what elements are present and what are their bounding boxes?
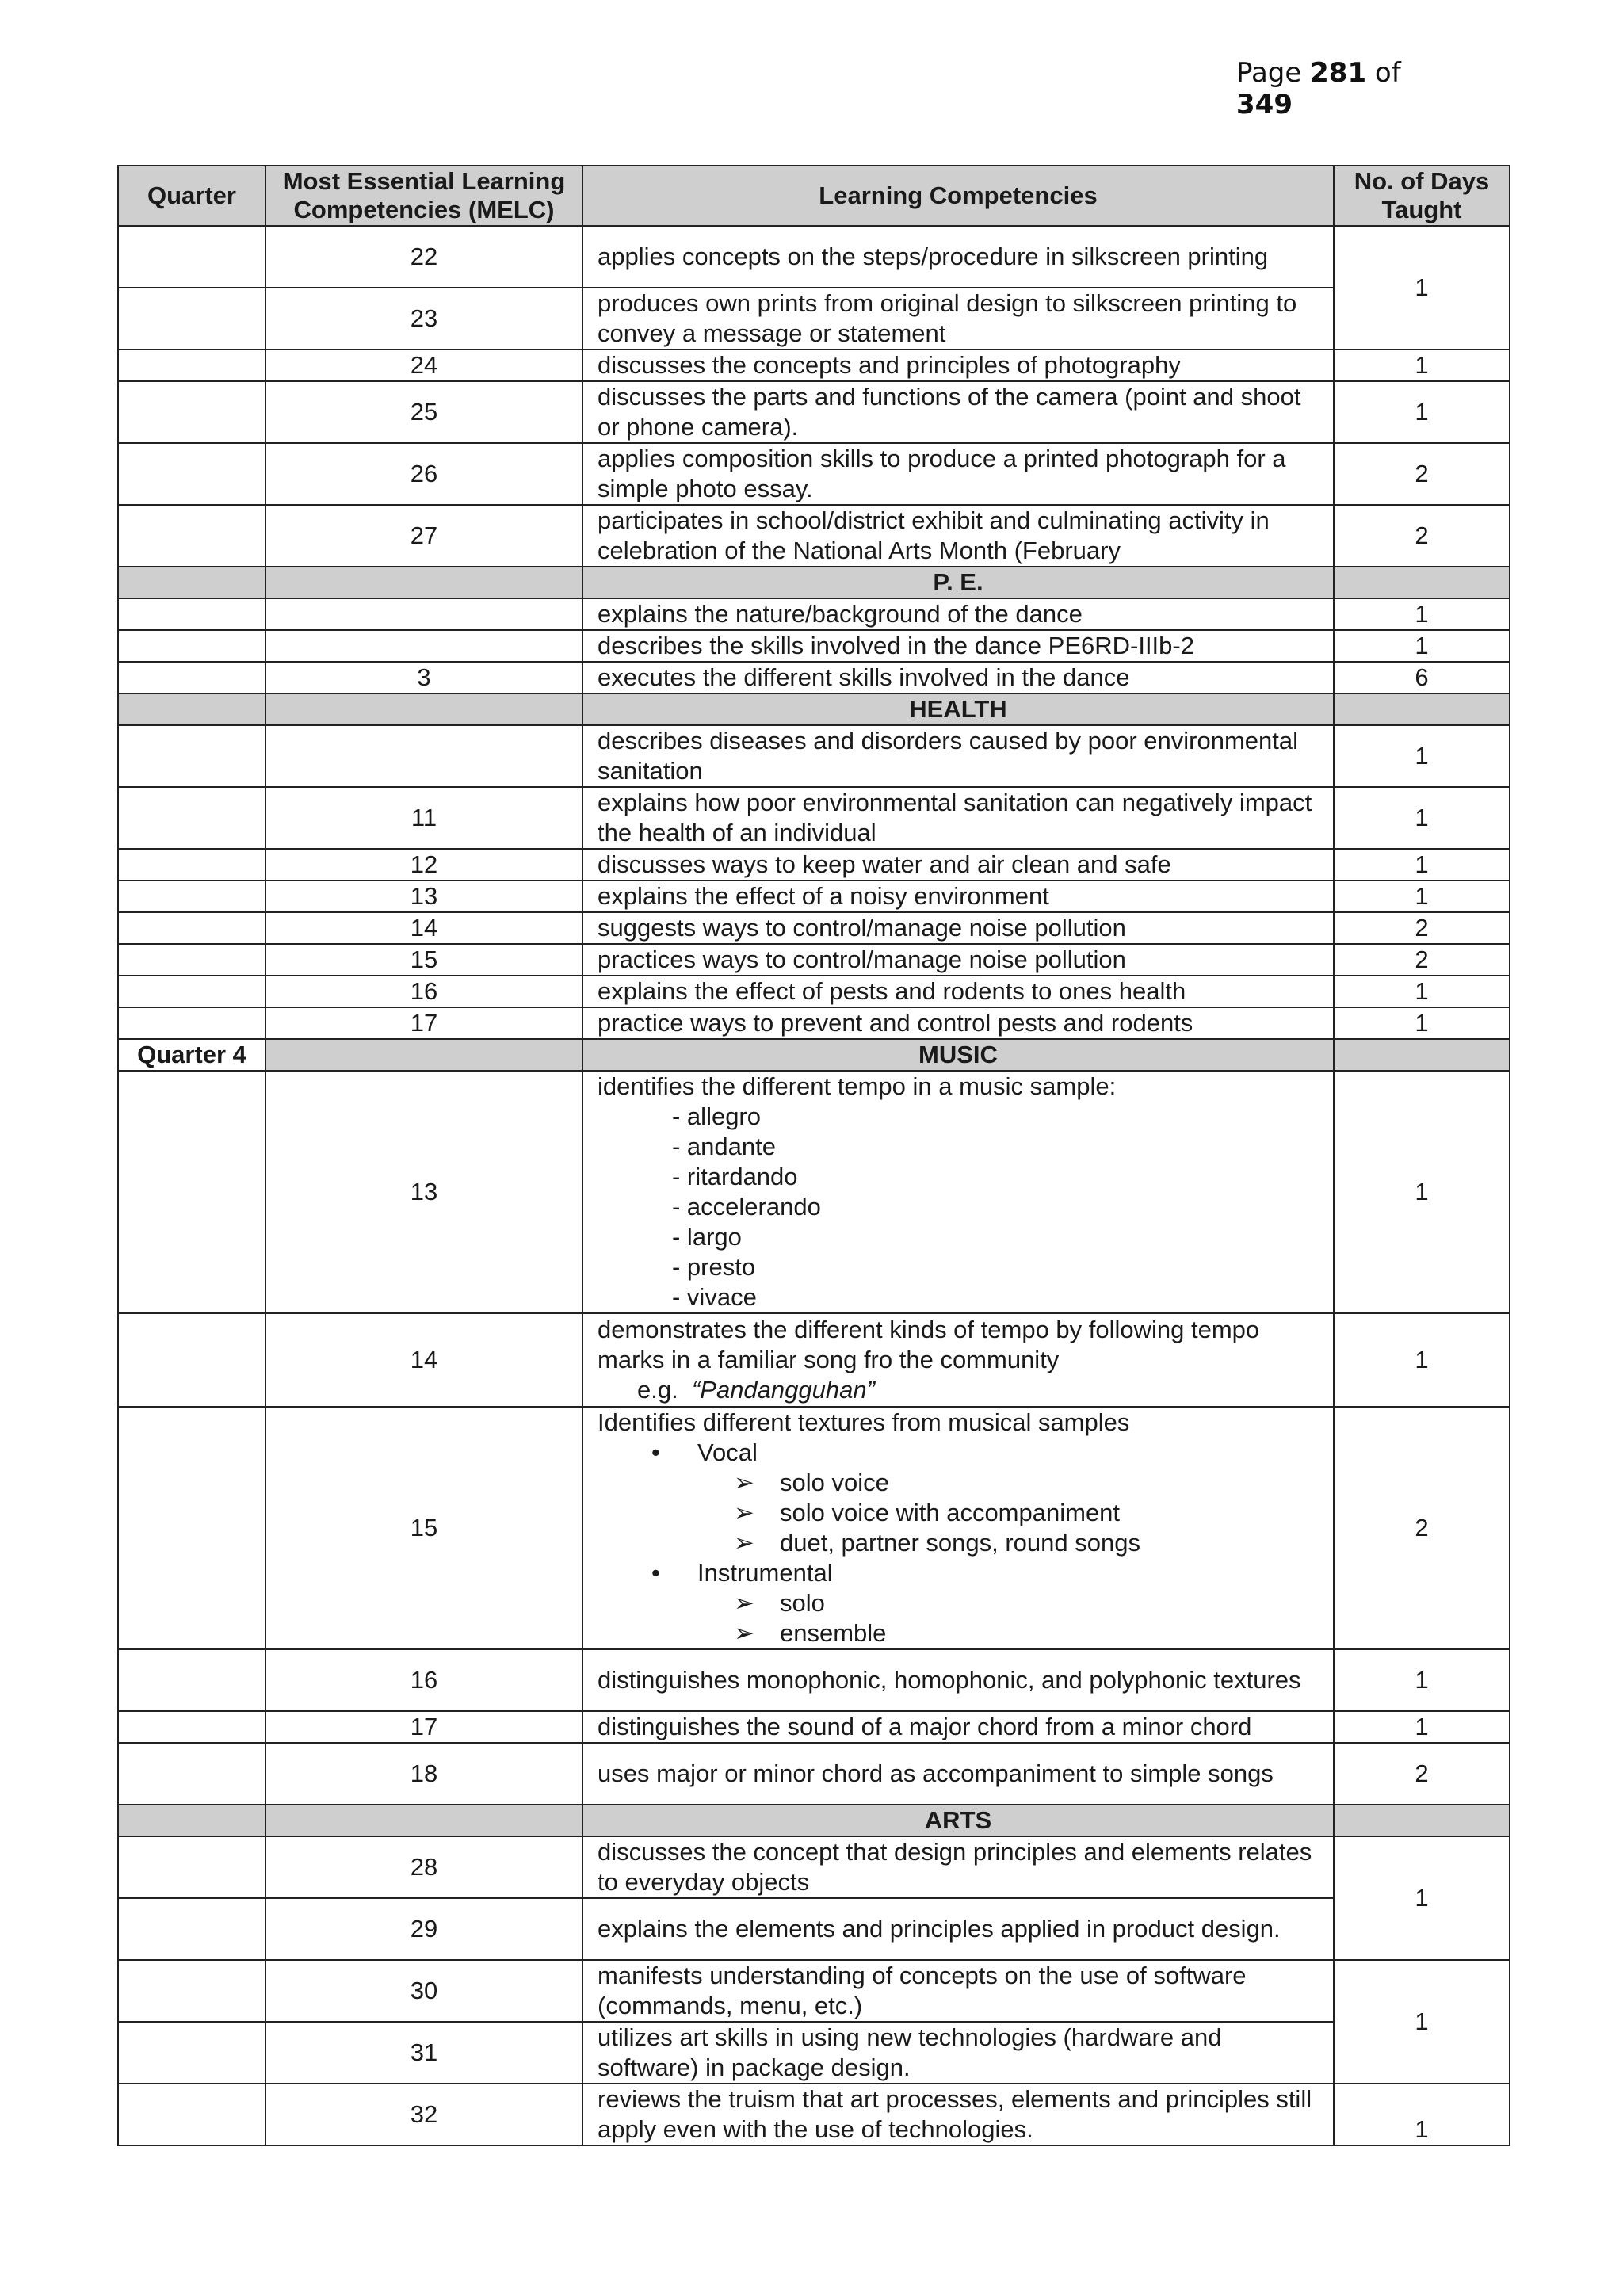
- quarter-cell: [118, 226, 265, 288]
- melc-code: 24: [265, 350, 582, 381]
- bullet-icon: •: [651, 1438, 660, 1466]
- table-row: [118, 1007, 1510, 1039]
- texture-item: [598, 1468, 1319, 1498]
- section-row-health: [118, 693, 1510, 725]
- quarter-cell: [118, 725, 265, 787]
- quarter-cell: [118, 787, 265, 849]
- header-quarter: Quarter: [118, 166, 265, 226]
- melc-code: 17: [265, 1711, 582, 1743]
- quarter-cell: [118, 1071, 265, 1313]
- competency-text: explains the elements and principles applied in product design.: [582, 1898, 1334, 1960]
- texture-item: [598, 1528, 1319, 1558]
- days-cell: 1: [1334, 1960, 1510, 2084]
- quarter-cell: [118, 693, 265, 725]
- days-cell: 1: [1334, 1836, 1510, 1960]
- texture-item-label: solo: [780, 1589, 825, 1617]
- tempo-intro: identifies the different tempo in a music sample:: [598, 1072, 1117, 1100]
- section-title: MUSIC: [582, 1039, 1334, 1071]
- arrow-bullet-icon: ➢: [734, 1589, 754, 1617]
- section-row-music: [118, 1039, 1510, 1071]
- days-cell: 6: [1334, 662, 1510, 693]
- header-competencies: Learning Competencies: [582, 166, 1334, 226]
- table-row: [118, 849, 1510, 881]
- quarter-cell: [118, 1805, 265, 1836]
- texture-item-label: solo voice with accompaniment: [780, 1499, 1121, 1526]
- section-row-pe: [118, 567, 1510, 598]
- demo-example: [598, 1375, 1319, 1405]
- melc-code: 18: [265, 1743, 582, 1805]
- table-row: [118, 912, 1510, 944]
- melc-code: 14: [265, 1313, 582, 1407]
- section-title: HEALTH: [582, 693, 1334, 725]
- competency-text: reviews the truism that art processes, elements and principles still apply even with the use of technologies.: [582, 2084, 1334, 2145]
- tempo-item: - largo: [672, 1223, 742, 1251]
- days-cell: 2: [1334, 944, 1510, 976]
- melc-code: 11: [265, 787, 582, 849]
- table-row: [118, 443, 1510, 505]
- header-melc: Most Essential Learning Competencies (MELC): [265, 166, 582, 226]
- competency-text: produces own prints from original design to silkscreen printing to convey a message or statement: [582, 288, 1334, 350]
- section-title: ARTS: [582, 1805, 1334, 1836]
- texture-item-label: duet, partner songs, round songs: [780, 1529, 1140, 1557]
- competency-text: discusses the concept that design principles and elements relates to everyday objects: [582, 1836, 1334, 1898]
- melc-table: [117, 165, 1510, 2146]
- melc-code: 29: [265, 1898, 582, 1960]
- competency-text: distinguishes monophonic, homophonic, and polyphonic textures: [582, 1649, 1334, 1711]
- page-total: 349: [1236, 89, 1293, 120]
- page-of: of: [1374, 57, 1401, 89]
- page-number: [1236, 57, 1434, 120]
- table-row: [118, 1898, 1510, 1960]
- competency-text: discusses ways to keep water and air clean and safe: [582, 849, 1334, 881]
- melc-code: 13: [265, 881, 582, 912]
- table-row: [118, 1313, 1510, 1407]
- days-cell: 1: [1334, 1649, 1510, 1711]
- texture-instrumental-label: Instrumental: [697, 1559, 833, 1587]
- melc-code: 30: [265, 1960, 582, 2022]
- table-row: [118, 881, 1510, 912]
- demo-eg-italic: “Pandangguhan”: [691, 1376, 875, 1404]
- melc-code: 16: [265, 976, 582, 1007]
- arrow-bullet-icon: ➢: [734, 1499, 754, 1526]
- melc-code: 25: [265, 381, 582, 443]
- quarter-label: Quarter 4: [118, 1039, 265, 1071]
- melc-code: [265, 630, 582, 662]
- texture-vocal: [598, 1438, 1319, 1468]
- quarter-cell: [118, 443, 265, 505]
- competency-text: distinguishes the sound of a major chord from a minor chord: [582, 1711, 1334, 1743]
- quarter-cell: [118, 1407, 265, 1649]
- days-cell: 1: [1334, 849, 1510, 881]
- demo-eg: e.g.: [637, 1376, 678, 1404]
- competency-text: explains how poor environmental sanitation can negatively impact the health of an individual: [582, 787, 1334, 849]
- table-row: [118, 630, 1510, 662]
- section-row-arts: [118, 1805, 1510, 1836]
- table-row: [118, 1960, 1510, 2022]
- melc-code: 23: [265, 288, 582, 350]
- arrow-bullet-icon: ➢: [734, 1529, 754, 1557]
- days-cell: 1: [1334, 381, 1510, 443]
- competency-text: participates in school/district exhibit and culminating activity in celebration of the National Arts Month (February: [582, 505, 1334, 567]
- table-row: [118, 662, 1510, 693]
- melc-code: 26: [265, 443, 582, 505]
- competency-text: suggests ways to control/manage noise pollution: [582, 912, 1334, 944]
- competency-text: [582, 1407, 1334, 1649]
- table-row: [118, 1711, 1510, 1743]
- quarter-cell: [118, 381, 265, 443]
- quarter-cell: [118, 1007, 265, 1039]
- texture-item-label: ensemble: [780, 1619, 887, 1647]
- competency-text: manifests understanding of concepts on the use of software (commands, menu, etc.): [582, 1960, 1334, 2022]
- competency-text: explains the effect of a noisy environment: [582, 881, 1334, 912]
- days-cell: 1: [1334, 787, 1510, 849]
- melc-code: 3: [265, 662, 582, 693]
- quarter-cell: [118, 2084, 265, 2145]
- melc-code: 17: [265, 1007, 582, 1039]
- table-row: [118, 944, 1510, 976]
- quarter-cell: [118, 1649, 265, 1711]
- quarter-cell: [118, 505, 265, 567]
- arrow-bullet-icon: ➢: [734, 1469, 754, 1496]
- melc-code: 13: [265, 1071, 582, 1313]
- table-row: [118, 598, 1510, 630]
- quarter-cell: [118, 976, 265, 1007]
- table-row: [118, 1407, 1510, 1649]
- melc-code: [265, 725, 582, 787]
- texture-item-label: solo voice: [780, 1469, 889, 1496]
- page-label: Page: [1236, 57, 1302, 89]
- melc-code: 31: [265, 2022, 582, 2084]
- days-cell: 1: [1334, 976, 1510, 1007]
- days-cell: 1: [1334, 630, 1510, 662]
- days-cell: 2: [1334, 1407, 1510, 1649]
- competency-text: applies composition skills to produce a printed photograph for a simple photo essay.: [582, 443, 1334, 505]
- competency-text: practice ways to prevent and control pests and rodents: [582, 1007, 1334, 1039]
- days-cell: 1: [1334, 350, 1510, 381]
- competency-text: explains the effect of pests and rodents to ones health: [582, 976, 1334, 1007]
- melc-code: 15: [265, 944, 582, 976]
- competency-text: discusses the concepts and principles of photography: [582, 350, 1334, 381]
- page-current: 281: [1310, 57, 1367, 89]
- days-cell: 1: [1334, 1711, 1510, 1743]
- quarter-cell: [118, 881, 265, 912]
- table-row: [118, 976, 1510, 1007]
- quarter-cell: [118, 849, 265, 881]
- competency-text: [582, 1071, 1334, 1313]
- table-row: [118, 787, 1510, 849]
- melc-code: [265, 1805, 582, 1836]
- table-row: [118, 1071, 1510, 1313]
- melc-code: 32: [265, 2084, 582, 2145]
- table-row: [118, 1836, 1510, 1898]
- days-cell: 1: [1334, 881, 1510, 912]
- tempo-item: - vivace: [672, 1283, 757, 1311]
- days-cell: 1: [1334, 2084, 1510, 2145]
- days-cell: 1: [1334, 1007, 1510, 1039]
- tempo-item: - andante: [672, 1133, 776, 1160]
- melc-code: [265, 567, 582, 598]
- quarter-cell: [118, 662, 265, 693]
- quarter-cell: [118, 1743, 265, 1805]
- melc-code: 27: [265, 505, 582, 567]
- texture-instrumental: [598, 1558, 1319, 1588]
- competency-text: applies concepts on the steps/procedure in silkscreen printing: [582, 226, 1334, 288]
- quarter-cell: [118, 1836, 265, 1898]
- competency-text: explains the nature/background of the dance: [582, 598, 1334, 630]
- table-row: [118, 1743, 1510, 1805]
- melc-code: 28: [265, 1836, 582, 1898]
- melc-code: 12: [265, 849, 582, 881]
- quarter-cell: [118, 944, 265, 976]
- melc-code: 16: [265, 1649, 582, 1711]
- days-cell: 2: [1334, 443, 1510, 505]
- quarter-cell: [118, 630, 265, 662]
- section-title: P. E.: [582, 567, 1334, 598]
- texture-item: [598, 1498, 1319, 1528]
- days-cell: 1: [1334, 1071, 1510, 1313]
- days-cell: 2: [1334, 912, 1510, 944]
- melc-code: [265, 693, 582, 725]
- table-row: [118, 350, 1510, 381]
- quarter-cell: [118, 1898, 265, 1960]
- quarter-cell: [118, 1711, 265, 1743]
- competency-text: [582, 1313, 1334, 1407]
- texture-item: [598, 1588, 1319, 1618]
- quarter-cell: [118, 350, 265, 381]
- competency-text: uses major or minor chord as accompaniment to simple songs: [582, 1743, 1334, 1805]
- days-cell: 1: [1334, 226, 1510, 350]
- table-row: [118, 381, 1510, 443]
- days-cell: 1: [1334, 1313, 1510, 1407]
- tempo-item: - allegro: [672, 1102, 761, 1130]
- days-cell: [1334, 693, 1510, 725]
- tempo-item: - ritardando: [672, 1163, 798, 1190]
- texture-intro: Identifies different textures from musical samples: [598, 1408, 1130, 1436]
- table-row: [118, 288, 1510, 350]
- quarter-cell: [118, 567, 265, 598]
- competency-text: practices ways to control/manage noise pollution: [582, 944, 1334, 976]
- competency-text: describes diseases and disorders caused by poor environmental sanitation: [582, 725, 1334, 787]
- days-cell: 2: [1334, 505, 1510, 567]
- melc-code: [265, 1039, 582, 1071]
- competency-text: executes the different skills involved in the dance: [582, 662, 1334, 693]
- days-cell: 1: [1334, 725, 1510, 787]
- quarter-cell: [118, 1313, 265, 1407]
- days-cell: 2: [1334, 1743, 1510, 1805]
- texture-item: [598, 1618, 1319, 1648]
- table-row: [118, 505, 1510, 567]
- quarter-cell: [118, 1960, 265, 2022]
- demo-text: demonstrates the different kinds of tempo by following tempo marks in a familiar song fro the community: [598, 1316, 1260, 1373]
- table-row: [118, 1649, 1510, 1711]
- competency-text: discusses the parts and functions of the camera (point and shoot or phone camera).: [582, 381, 1334, 443]
- texture-vocal-label: Vocal: [697, 1438, 758, 1466]
- header-days: No. of Days Taught: [1334, 166, 1510, 226]
- arrow-bullet-icon: ➢: [734, 1619, 754, 1647]
- table-row: [118, 725, 1510, 787]
- competency-text: describes the skills involved in the dance PE6RD-IIIb-2: [582, 630, 1334, 662]
- quarter-cell: [118, 912, 265, 944]
- quarter-cell: [118, 2022, 265, 2084]
- days-cell: [1334, 1039, 1510, 1071]
- days-cell: 1: [1334, 598, 1510, 630]
- melc-code: 22: [265, 226, 582, 288]
- melc-code: 14: [265, 912, 582, 944]
- days-cell: [1334, 567, 1510, 598]
- quarter-cell: [118, 598, 265, 630]
- tempo-item: - presto: [672, 1253, 756, 1281]
- bullet-icon: •: [651, 1559, 660, 1587]
- melc-code: [265, 598, 582, 630]
- melc-code: 15: [265, 1407, 582, 1649]
- days-cell: [1334, 1805, 1510, 1836]
- table-header-row: [118, 166, 1510, 226]
- table-row: [118, 226, 1510, 288]
- table-row: [118, 2084, 1510, 2145]
- tempo-item: - accelerando: [672, 1193, 821, 1221]
- quarter-cell: [118, 288, 265, 350]
- table-row: [118, 2022, 1510, 2084]
- competency-text: utilizes art skills in using new technologies (hardware and software) in package design.: [582, 2022, 1334, 2084]
